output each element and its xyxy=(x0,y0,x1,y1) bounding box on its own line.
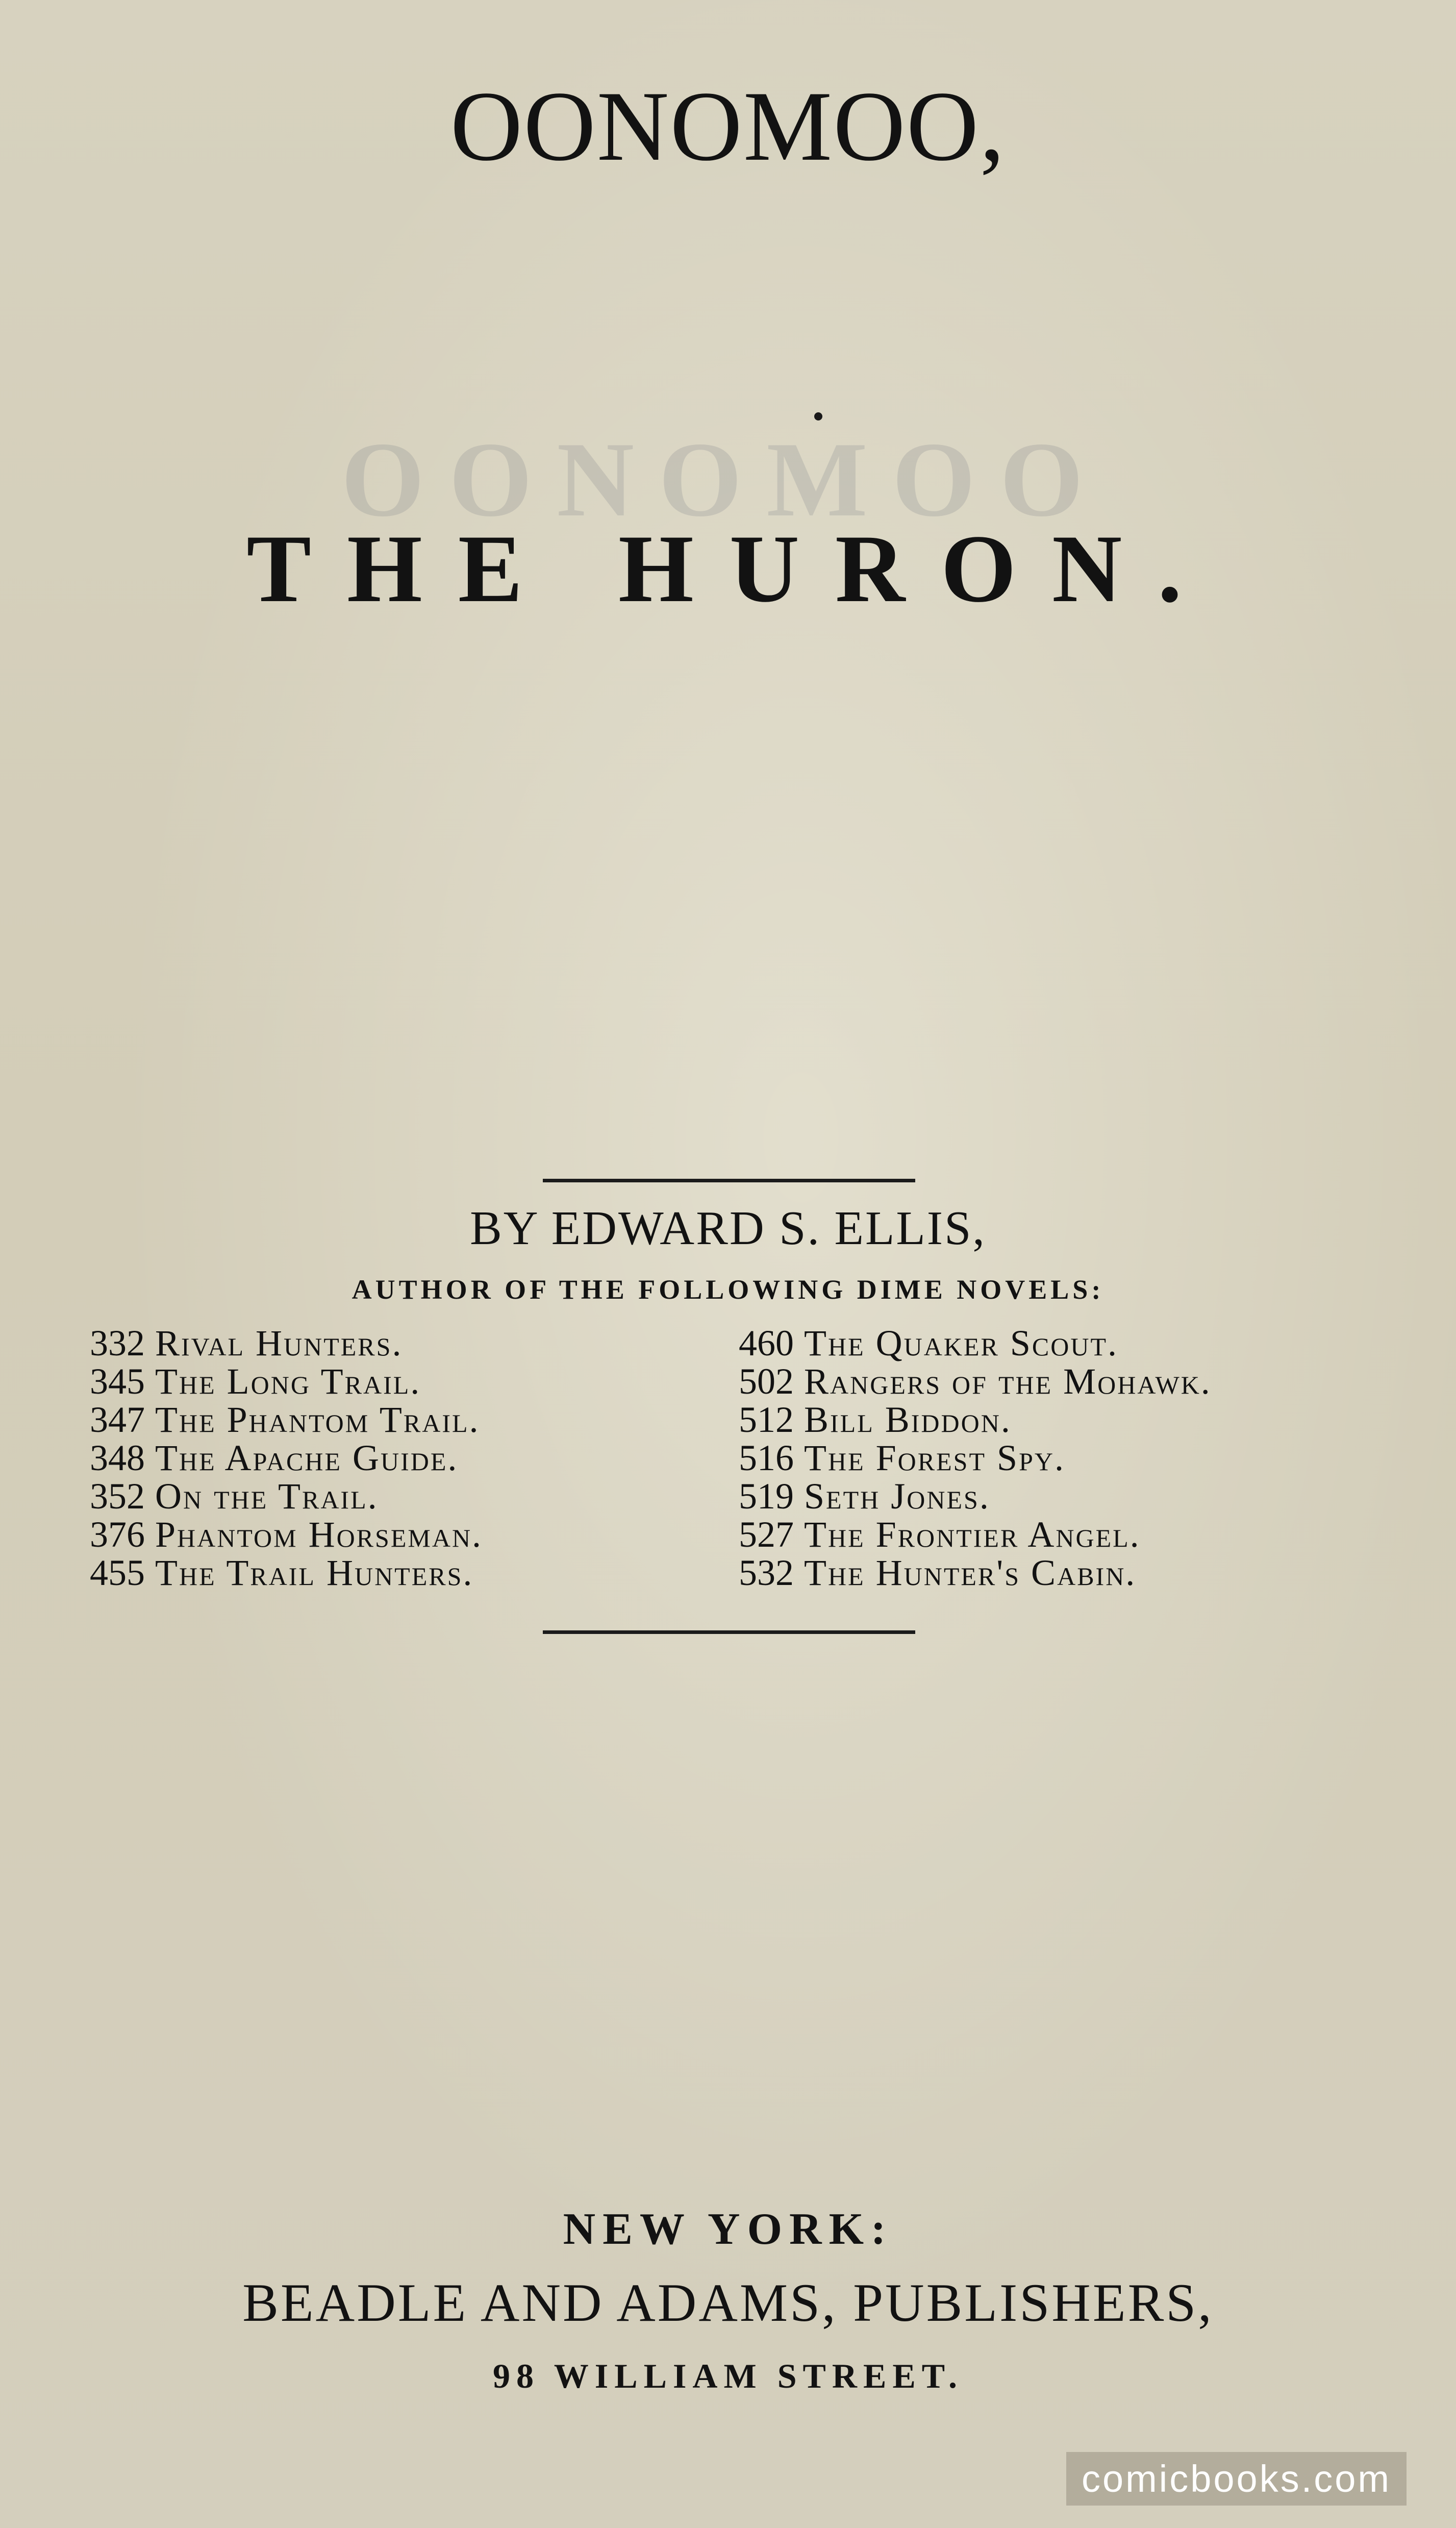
top-rule xyxy=(543,1179,915,1182)
site-watermark: comicbooks.com xyxy=(1066,2452,1407,2506)
book-title: OONOMOO, xyxy=(450,71,1006,182)
bottom-rule xyxy=(543,1630,915,1634)
book-subtitle: THE HURON. xyxy=(246,515,1218,623)
decorative-dot xyxy=(814,412,822,420)
novel-list-right xyxy=(739,1324,1212,1592)
novel-entry: 516 The Forest Spy. xyxy=(739,1438,1065,1478)
novel-entry: 455 The Trail Hunters. xyxy=(90,1552,474,1593)
novel-entry: 512 Bill Biddon. xyxy=(739,1399,1012,1440)
novel-entry: 348 The Apache Guide. xyxy=(90,1438,459,1478)
novel-entry: 519 Seth Jones. xyxy=(739,1476,990,1517)
imprint-publisher: BEADLE AND ADAMS, PUBLISHERS, xyxy=(242,2273,1214,2333)
novel-list-left xyxy=(90,1324,483,1592)
novel-entry: 532 The Hunter's Cabin. xyxy=(739,1552,1137,1593)
novel-entry: 376 Phantom Horseman. xyxy=(90,1514,483,1555)
novel-entry: 502 Rangers of the Mohawk. xyxy=(739,1361,1212,1402)
novel-entry: 527 The Frontier Angel. xyxy=(739,1514,1141,1555)
imprint-city: NEW YORK: xyxy=(563,2204,893,2254)
novel-entry: 332 Rival Hunters. xyxy=(90,1323,403,1364)
novel-entry: 352 On the Trail. xyxy=(90,1476,379,1517)
author-note: AUTHOR OF THE FOLLOWING DIME NOVELS: xyxy=(352,1274,1104,1305)
imprint-address: 98 WILLIAM STREET. xyxy=(493,2357,963,2395)
show-through-text: OONOMOO xyxy=(341,420,1108,539)
novel-entry: 345 The Long Trail. xyxy=(90,1361,421,1402)
author-byline: BY EDWARD S. ELLIS, xyxy=(470,1202,986,1255)
novel-entry: 347 The Phantom Trail. xyxy=(90,1399,480,1440)
novel-entry: 460 The Quaker Scout. xyxy=(739,1323,1118,1364)
